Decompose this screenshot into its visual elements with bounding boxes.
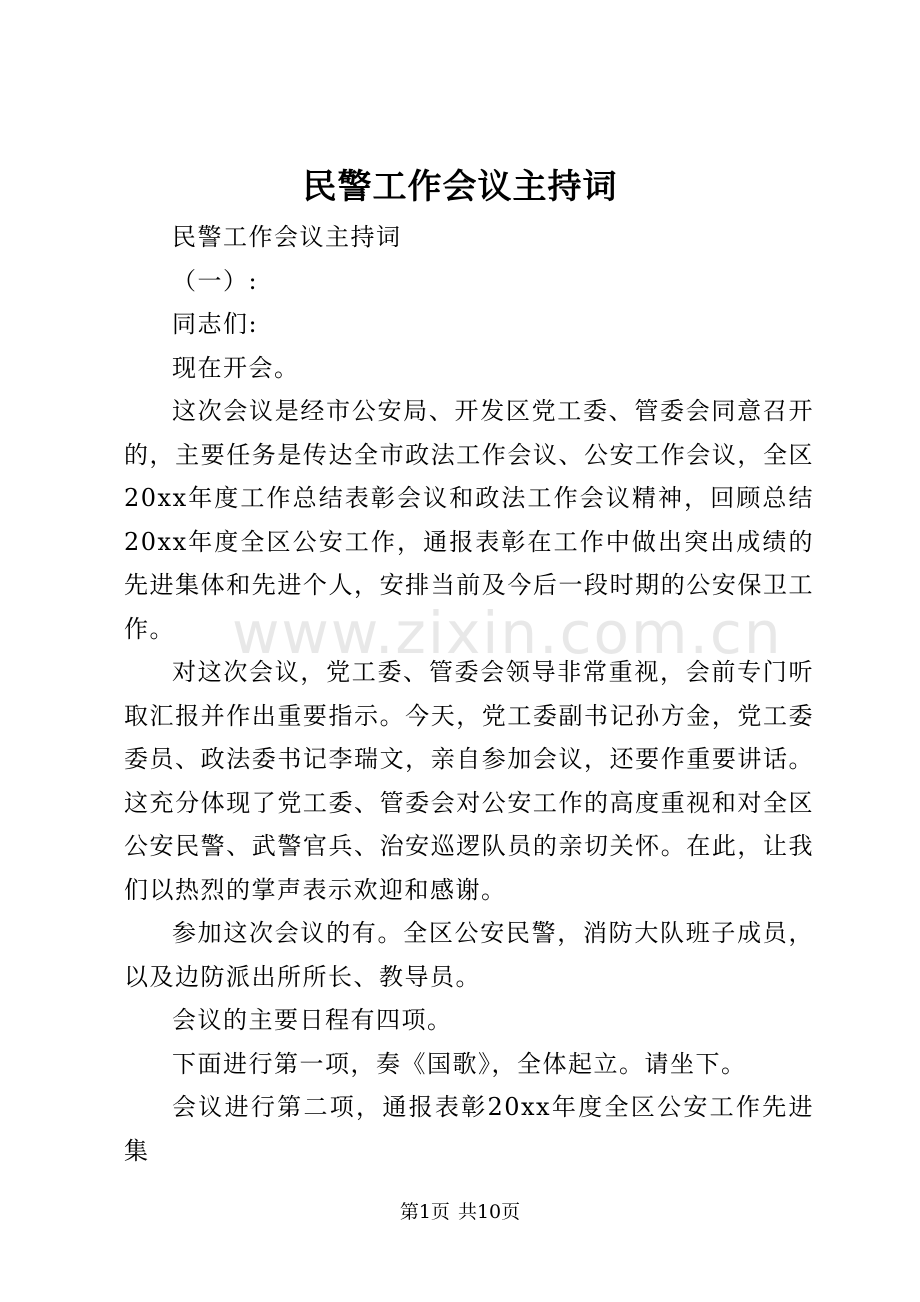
paragraph-meeting-purpose: 这次会议是经市公安局、开发区党工委、管委会同意召开的，主要任务是传达全市政法工作会议、公安工作会议，全区20xx年度工作总结表彰会议和政法工作会议精神，回顾总结20xx年度全区公安工作，通报表彰在工作中做出突出成绩的先进集体和先进个人，安排当前及今后一段时期的公安保卫工作。 xyxy=(124,397,814,643)
page-footer: 第1页 共10页 xyxy=(399,1201,521,1223)
paragraph-opening: 现在开会。 xyxy=(172,353,300,382)
paragraph-attendees: 参加这次会议的有。全区公安民警，消防大队班子成员，以及边防派出所所长、教导员。 xyxy=(124,919,814,991)
paragraph-subtitle: 民警工作会议主持词 xyxy=(172,223,402,251)
watermark-text: www.zixin.com.cn xyxy=(232,599,783,667)
paragraph-section-number: （一）: xyxy=(172,266,259,295)
paragraph-salutation: 同志们: xyxy=(172,310,259,338)
document-body xyxy=(124,216,814,1173)
paragraph-agenda: 会议的主要日程有四项。 xyxy=(172,1006,453,1034)
paragraph-item-two: 会议进行第二项，通报表彰20xx年度全区公安工作先进集 xyxy=(124,1093,814,1165)
document-title: 民警工作会议主持词 xyxy=(302,167,618,207)
paragraph-item-one: 下面进行第一项，奏《国歌》，全体起立。请坐下。 xyxy=(172,1049,747,1078)
paragraph-leadership: 对这次会议，党工委、管委会领导非常重视，会前专门听取汇报并作出重要指示。今天，党工委副书记孙方金，党工委委员、政法委书记李瑞文，亲自参加会议，还要作重要讲话。这充分体现了党工委、管委会对公安工作的高度重视和对全区公安民警、武警官兵、治安巡逻队员的亲切关怀。在此，让我们以热烈的掌声表示欢迎和感谢。 xyxy=(124,658,814,904)
